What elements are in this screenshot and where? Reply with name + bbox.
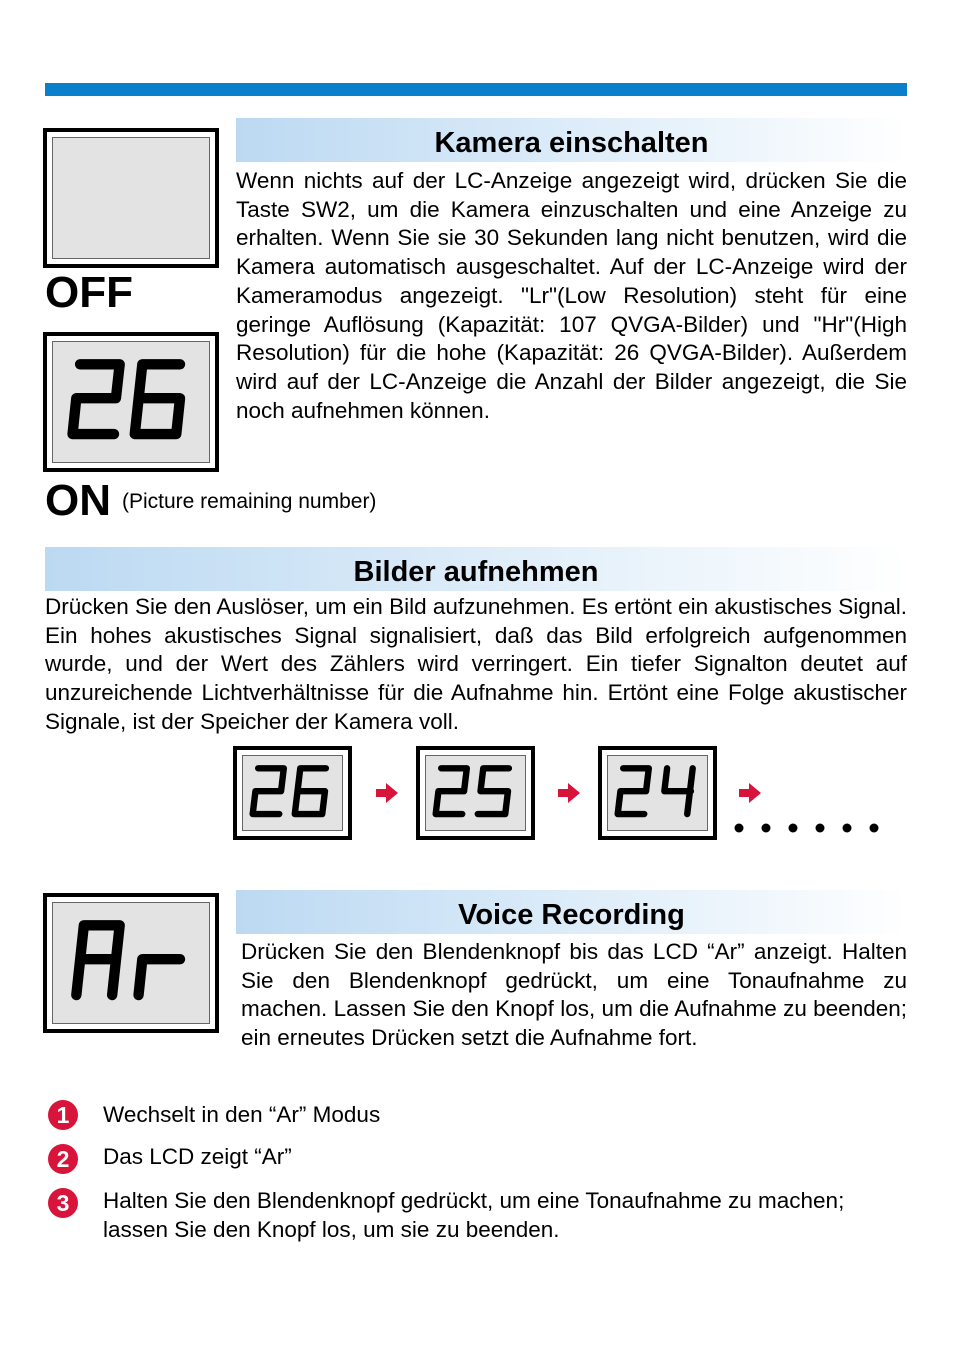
section-title-bilder: Bilder aufnehmen: [45, 547, 907, 591]
arrow-right-icon: [374, 780, 400, 806]
off-label: OFF: [45, 268, 133, 317]
lcd-off-display: [43, 128, 219, 268]
arrow-right-icon: [556, 780, 582, 806]
step-text-1: Wechselt in den “Ar” Modus: [103, 1102, 381, 1127]
section-body-kamera: Wenn nichts auf der LC-Anzeige angezeigt wird, drücken Sie die Taste SW2, um die Kamera einzuschalten und eine Anzeige zu erhalten. Wenn Sie sie 30 Sekunden lang nicht benutzen, wird die Kamera automatisch ausgeschaltet. Auf der LC-Anzeige wird der Kameramodus angezeigt. "Lr"(Low Resolution) steht für eine geringe Auflösung (Kapazität: 107 QVGA-Bilder) und "Hr"(High Resolution) für die hohe (Kapazität: 26 QVGA-Bilder). Außerdem wird auf der LC-Anzeige die Anzahl der Bilder angezeigt, die Sie noch aufnehmen können.: [236, 168, 907, 423]
section-title-voice: Voice Recording: [236, 890, 907, 934]
step-number-badge-icon: [47, 1143, 79, 1175]
svg-text:1: 1: [56, 1102, 70, 1128]
top-accent-rule: [45, 83, 907, 96]
svg-text:3: 3: [56, 1190, 70, 1216]
step-text-2: Das LCD zeigt “Ar”: [103, 1144, 292, 1169]
on-note: (Picture remaining number): [122, 490, 377, 513]
on-label: ON: [45, 476, 111, 525]
step-number-badge-icon: [47, 1099, 79, 1131]
section-title-kamera: Kamera einschalten: [236, 118, 907, 162]
arrow-right-icon: [737, 780, 763, 806]
step-number-badge-icon: [47, 1187, 79, 1219]
lcd-voice-display: [43, 893, 219, 1033]
section-body-voice: Drücken Sie den Blendenknopf bis das LCD “Ar” anzeigt. Halten Sie den Blendenknopf gedrückt, um eine Tonaufnahme zu machen. Lassen Sie den Knopf los, um die Aufnahme zu beenden; ein erneutes Drücken setzt die Aufnahme fort.: [241, 939, 907, 1051]
section-body-bilder: Drücken Sie den Auslöser, um ein Bild aufzunehmen. Es ertönt ein akustisches Signal. Ein hohes akustisches Signal signalisiert, daß das Bild erfolgreich aufgenommen wurde, und der Wert des Zählers wird verringert. Ein tiefer Signalton deutet auf unzureichende Lichtverhältnisse für die Aufnahme hin. Ertönt eine Folge akustischer Signale, ist der Speicher der Kamera voll.: [45, 594, 907, 734]
svg-text:2: 2: [56, 1146, 70, 1172]
lcd-digits-ar: [47, 897, 215, 1029]
lcd-on-display: [43, 332, 219, 472]
lcd-counter-26: [233, 746, 352, 840]
lcd-digits: [47, 336, 215, 468]
step-text-3: Halten Sie den Blendenknopf gedrückt, um eine Tonaufnahme zu machen; lassen Sie den Knopf los, um sie zu beenden.: [103, 1188, 845, 1242]
lcd-counter-25: [416, 746, 535, 840]
ellipsis-dots-icon: [731, 820, 883, 836]
lcd-counter-24: [598, 746, 717, 840]
